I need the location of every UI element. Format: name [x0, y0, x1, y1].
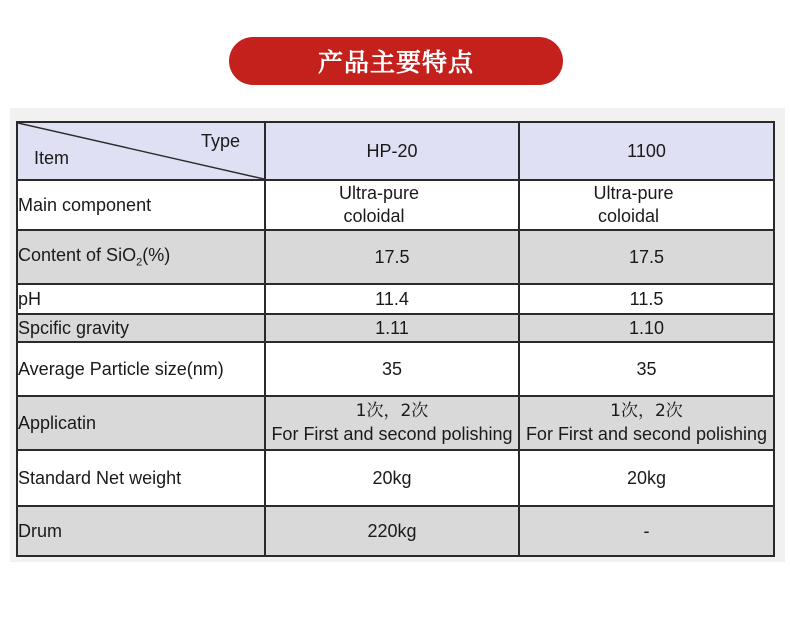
page-title: 产品主要特点 [229, 37, 563, 85]
cell-1100 [519, 396, 774, 450]
table-row [17, 284, 774, 314]
spec-table [16, 121, 775, 557]
row-label-subscript: 2 [136, 256, 143, 269]
cell-line: coloidal [597, 206, 660, 226]
cell-1100: 1.10 [519, 314, 774, 342]
row-label-unit: (%) [142, 245, 171, 266]
cell-hp20: 220kg [265, 506, 519, 556]
cell-line: Ultra-pure [593, 183, 674, 203]
corner-type-label: Type [200, 131, 240, 151]
table-row [17, 396, 774, 450]
table-row [17, 180, 774, 230]
cell-1100: 11.5 [519, 284, 774, 314]
table-row [17, 230, 774, 284]
cell-hp20: 20kg [265, 450, 519, 506]
table-row [17, 506, 774, 556]
cell-1100: 35 [519, 342, 774, 396]
table-row [17, 342, 774, 396]
row-label: Applicatin [17, 396, 265, 450]
cell-line: For First and second polishing [525, 424, 768, 444]
cell-line: 1次，2次 [610, 401, 683, 421]
corner-item-label: Item [34, 148, 70, 168]
row-label: Standard Net weight [17, 450, 265, 506]
cell-hp20 [265, 396, 519, 450]
table-row [17, 314, 774, 342]
cell-hp20 [265, 180, 519, 230]
header-corner-cell [17, 122, 265, 180]
cell-1100 [519, 180, 774, 230]
cell-hp20: 1.11 [265, 314, 519, 342]
cell-line: 1次，2次 [355, 401, 429, 421]
row-label: Average Particle size(nm) [17, 342, 265, 396]
row-label-text: Content of SiO [18, 245, 137, 266]
cell-line: Ultra-pure [338, 183, 420, 203]
cell-1100: 20kg [519, 450, 774, 506]
table-row [17, 450, 774, 506]
row-label [17, 230, 265, 284]
row-label: pH [17, 284, 265, 314]
cell-1100: - [519, 506, 774, 556]
row-label: Drum [17, 506, 265, 556]
column-header-hp20: HP-20 [265, 122, 519, 180]
cell-1100: 17.5 [519, 230, 774, 284]
column-header-1100: 1100 [519, 122, 774, 180]
cell-line: coloidal [343, 206, 405, 226]
row-label: Main component [17, 180, 265, 230]
table-header-row [17, 122, 774, 180]
cell-hp20: 17.5 [265, 230, 519, 284]
cell-line: For First and second polishing [271, 424, 513, 444]
cell-hp20: 11.4 [265, 284, 519, 314]
cell-hp20: 35 [265, 342, 519, 396]
row-label: Spcific gravity [17, 314, 265, 342]
